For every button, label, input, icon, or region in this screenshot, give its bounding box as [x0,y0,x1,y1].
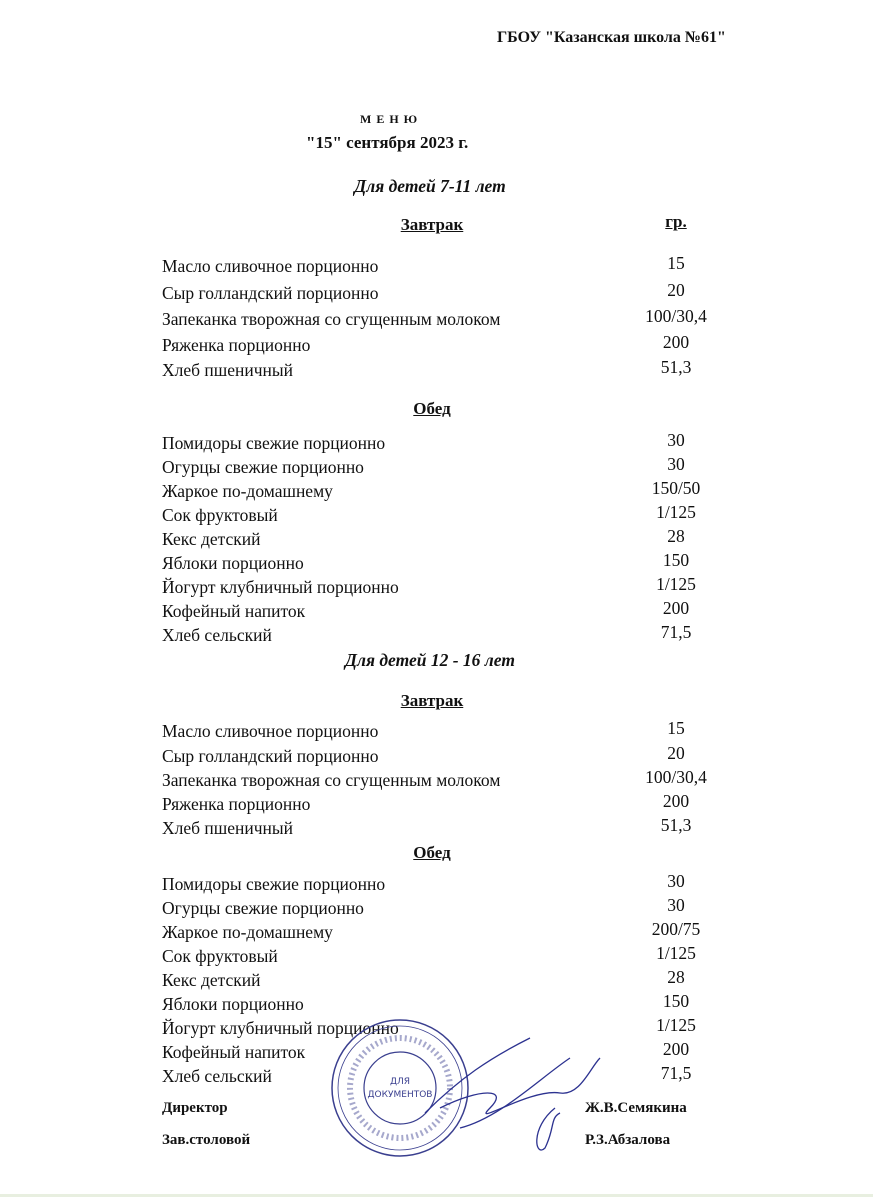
menu-item-weight: 1/125 [656,574,696,594]
menu-item-weight: 200 [662,332,690,352]
menu-item-name: Масло сливочное порционно [162,256,379,276]
menu-item-name: Хлеб сельский [162,625,272,645]
svg-text:ДОКУМЕНТОВ: ДОКУМЕНТОВ [367,1090,433,1100]
menu-item-weight: 1/125 [656,943,696,963]
meal-heading: Обед [413,843,451,862]
meal-heading: Обед [413,399,451,418]
menu-item-weight: 200 [662,791,690,811]
menu-item-weight: 30 [667,895,685,915]
menu-item-weight: 100/30,4 [645,767,707,787]
menu-item-name: Жаркое по-домашнему [162,922,333,942]
menu-item-weight: 100/30,4 [645,306,707,326]
menu-item-weight: 150 [662,550,690,570]
stamp-and-signature [330,1018,620,1168]
menu-item-name: Ряженка порционно [162,794,311,814]
menu-item-weight: 200 [662,598,690,618]
menu-item-weight: 71,5 [660,622,692,642]
menu-item-name: Сок фруктовый [162,505,278,525]
menu-item-name: Огурцы свежие порционно [162,898,364,918]
menu-item-name: Запеканка творожная со сгущенным молоком [162,309,501,329]
menu-item-name: Йогурт клубничный порционно [162,577,399,597]
meal-heading: Завтрак [400,691,464,710]
scan-edge [0,1194,873,1197]
organization-name: ГБОУ "Казанская школа №61" [497,29,726,46]
menu-item-name: Сок фруктовый [162,946,278,966]
meal-heading: Завтрак [400,215,464,234]
menu-item-name: Яблоки порционно [162,994,304,1014]
menu-item-name: Кекс детский [162,529,261,549]
menu-item-weight: 150/50 [651,478,701,498]
menu-item-weight: 20 [667,743,685,763]
official-stamp-icon [332,1020,468,1156]
menu-item-weight: 150 [662,991,690,1011]
menu-item-name: Кекс детский [162,970,261,990]
menu-item-name: Огурцы свежие порционно [162,457,364,477]
menu-item-name: Хлеб пшеничный [162,818,294,838]
signature-name: Ж.В.Семякина [585,1100,687,1116]
menu-item-name: Помидоры свежие порционно [162,433,386,453]
menu-item-weight: 1/125 [656,502,696,522]
menu-item-name: Кофейный напиток [162,601,306,621]
signature-role: Зав.столовой [162,1132,251,1148]
menu-item-name: Сыр голландский порционно [162,746,379,766]
menu-item-weight: 71,5 [660,1063,692,1083]
unit-column-header: гр. [665,212,687,231]
document-title: М Е Н Ю [360,112,419,126]
menu-item-weight: 51,3 [660,815,692,835]
menu-item-name: Помидоры свежие порционно [162,874,386,894]
menu-item-name: Йогурт клубничный порционно [162,1018,399,1038]
menu-item-name: Жаркое по-домашнему [162,481,333,501]
menu-item-weight: 28 [667,967,685,987]
menu-item-weight: 30 [667,454,685,474]
menu-item-weight: 28 [667,526,685,546]
age-group-heading: Для детей 7-11 лет [354,176,506,196]
menu-item-weight: 1/125 [656,1015,696,1035]
menu-item-weight: 20 [667,280,685,300]
svg-text:ДЛЯ: ДЛЯ [389,1077,411,1087]
menu-item-name: Кофейный напиток [162,1042,306,1062]
menu-item-weight: 15 [667,253,685,273]
menu-item-weight: 30 [667,871,685,891]
menu-item-weight: 15 [667,718,685,738]
menu-item-name: Хлеб сельский [162,1066,272,1086]
menu-item-weight: 200/75 [651,919,701,939]
age-group-heading: Для детей 12 - 16 лет [345,650,515,670]
menu-item-weight: 200 [662,1039,690,1059]
menu-item-name: Сыр голландский порционно [162,283,379,303]
menu-date: "15" сентября 2023 г. [306,133,469,152]
menu-item-weight: 30 [667,430,685,450]
menu-item-name: Яблоки порционно [162,553,304,573]
menu-item-name: Масло сливочное порционно [162,721,379,741]
menu-item-name: Хлеб пшеничный [162,360,294,380]
signature-role: Директор [162,1100,228,1116]
menu-item-weight: 51,3 [660,357,692,377]
signature-name: Р.З.Абзалова [585,1132,671,1148]
menu-item-name: Запеканка творожная со сгущенным молоком [162,770,501,790]
menu-item-name: Ряженка порционно [162,335,311,355]
